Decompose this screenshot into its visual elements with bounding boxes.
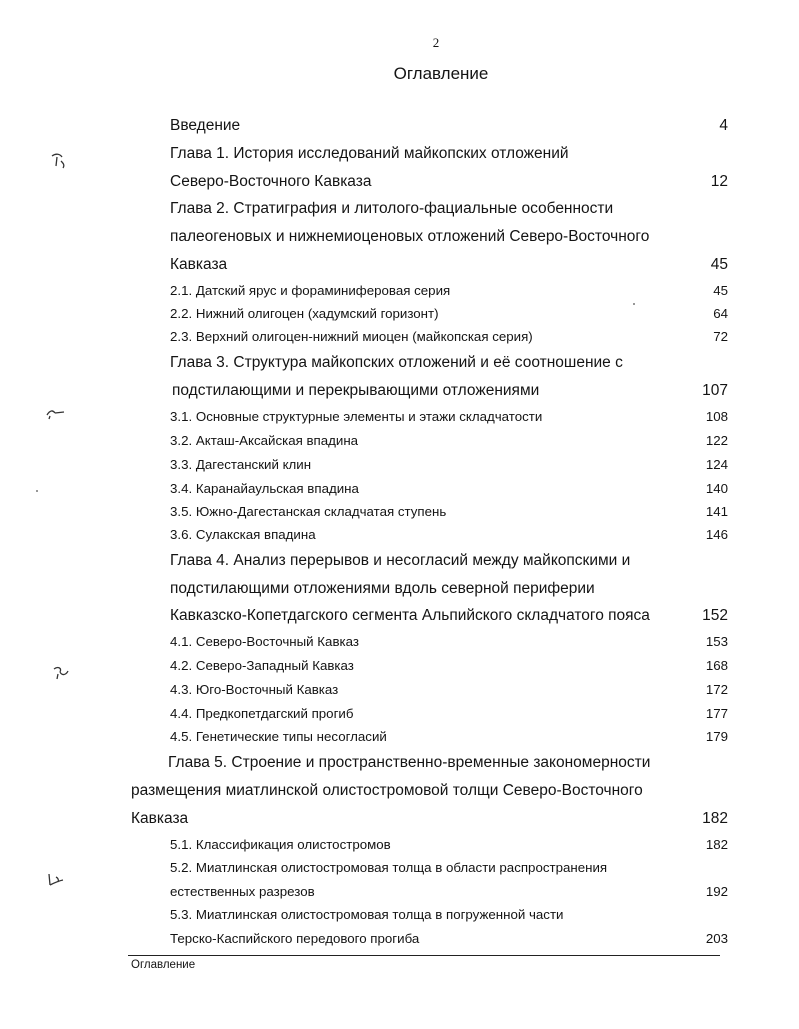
toc-chapter-1-line-2: Северо-Восточного Кавказа <box>170 173 372 190</box>
toc-section-5-1: 5.1. Классификация олистостромов <box>170 837 391 852</box>
toc-section-4-4: 4.4. Предкопетдагский прогиб <box>170 706 354 721</box>
toc-section-5-2-line-2: естественных разрезов <box>170 884 315 899</box>
margin-scribble-icon <box>48 150 70 172</box>
toc-section-3-5: 3.5. Южно-Дагестанская складчатая ступень <box>170 504 447 519</box>
running-footer: Оглавление <box>131 959 196 971</box>
toc-chapter-4-line-1: Глава 4. Анализ перерывов и несогласий между майкопскими и <box>170 552 631 569</box>
page-title: Оглавление <box>393 64 489 83</box>
toc-section-3-6: 3.6. Сулакская впадина <box>170 527 316 542</box>
toc-page-chapter-5: 182 <box>702 810 728 827</box>
toc-page-section-4-5: 179 <box>705 729 728 744</box>
toc-chapter-1-line-1: Глава 1. История исследований майкопских отложений <box>170 145 569 162</box>
toc-chapter-4-line-2: подстилающими отложениями вдоль северной периферии <box>170 580 595 597</box>
toc-chapter-5-line-1: Глава 5. Строение и пространственно-временные закономерности <box>168 754 651 771</box>
toc-page-chapter-2: 45 <box>710 256 728 273</box>
toc-page-section-5-3: 203 <box>705 931 728 946</box>
toc-page-section-4-1: 153 <box>705 634 728 649</box>
toc-section-3-2: 3.2. Акташ-Аксайская впадина <box>170 433 359 448</box>
toc-section-4-1: 4.1. Северо-Восточный Кавказ <box>170 634 359 649</box>
toc-page-intro: 4 <box>719 117 728 134</box>
margin-scribble-icon <box>44 869 68 891</box>
toc-section-3-3: 3.3. Дагестанский клин <box>170 457 312 472</box>
toc-page-section-5-1: 182 <box>705 837 728 852</box>
toc-section-2-2: 2.2. Нижний олигоцен (хадумский горизонт) <box>170 306 439 321</box>
toc-page-section-3-6: 146 <box>705 527 728 542</box>
toc-section-3-4: 3.4. Каранайаульская впадина <box>170 481 359 496</box>
margin-scribble-icon <box>44 404 68 422</box>
toc-page-section-2-2: 64 <box>713 306 728 321</box>
speck <box>633 303 635 305</box>
toc-chapter-2-line-1: Глава 2. Стратиграфия и литолого-фациальные особенности <box>170 200 614 217</box>
footer-rule <box>128 955 720 956</box>
toc-page-section-2-3: 72 <box>713 329 728 344</box>
toc-chapter-5-line-2: размещения миатлинской олистостромовой толщи Северо-Восточного <box>131 782 643 799</box>
toc-page-section-3-4: 140 <box>705 481 728 496</box>
toc-chapter-3-line-2: подстилающими и перекрывающими отложениями <box>172 382 540 399</box>
toc-page-section-4-3: 172 <box>705 682 728 697</box>
toc-page-chapter-3: 107 <box>702 382 728 399</box>
toc-page-section-2-1: 45 <box>713 283 728 298</box>
toc-page-section-5-2: 192 <box>705 884 728 899</box>
toc-page-section-3-2: 122 <box>705 433 728 448</box>
toc-entry-intro: Введение <box>170 117 241 134</box>
toc-page-chapter-1: 12 <box>710 173 728 190</box>
page-number: 2 <box>432 35 440 50</box>
toc-section-2-3: 2.3. Верхний олигоцен-нижний миоцен (майкопская серия) <box>170 329 533 344</box>
toc-page-section-3-1: 108 <box>705 409 728 424</box>
toc-chapter-5-line-3: Кавказа <box>131 810 189 827</box>
toc-section-4-5: 4.5. Генетические типы несогласий <box>170 729 387 744</box>
toc-section-2-1: 2.1. Датский ярус и фораминиферовая серия <box>170 283 451 298</box>
toc-chapter-2-line-3: Кавказа <box>170 256 228 273</box>
toc-chapter-4-line-3: Кавказско-Копетдагского сегмента Альпийского складчатого пояса <box>170 607 650 624</box>
toc-page-section-4-2: 168 <box>705 658 728 673</box>
speck <box>36 490 38 492</box>
toc-page-chapter-4: 152 <box>702 607 728 624</box>
toc-section-5-3-line-1: 5.3. Миатлинская олистостромовая толща в погруженной части <box>170 907 564 922</box>
toc-section-5-2-line-1: 5.2. Миатлинская олистостромовая толща в области распространения <box>170 860 608 875</box>
toc-section-4-3: 4.3. Юго-Восточный Кавказ <box>170 682 339 697</box>
toc-page-section-4-4: 177 <box>705 706 728 721</box>
toc-section-3-1: 3.1. Основные структурные элементы и этажи складчатости <box>170 409 543 424</box>
toc-page-section-3-3: 124 <box>705 457 728 472</box>
toc-section-5-3-line-2: Терско-Каспийского передового прогиба <box>170 931 420 946</box>
toc-chapter-3-line-1: Глава 3. Структура майкопских отложений и её соотношение с <box>170 354 623 371</box>
toc-chapter-2-line-2: палеогеновых и нижнемиоценовых отложений Северо-Восточного <box>170 228 650 245</box>
margin-scribble-icon <box>50 662 72 682</box>
toc-section-4-2: 4.2. Северо-Западный Кавказ <box>170 658 354 673</box>
toc-page-section-3-5: 141 <box>705 504 728 519</box>
